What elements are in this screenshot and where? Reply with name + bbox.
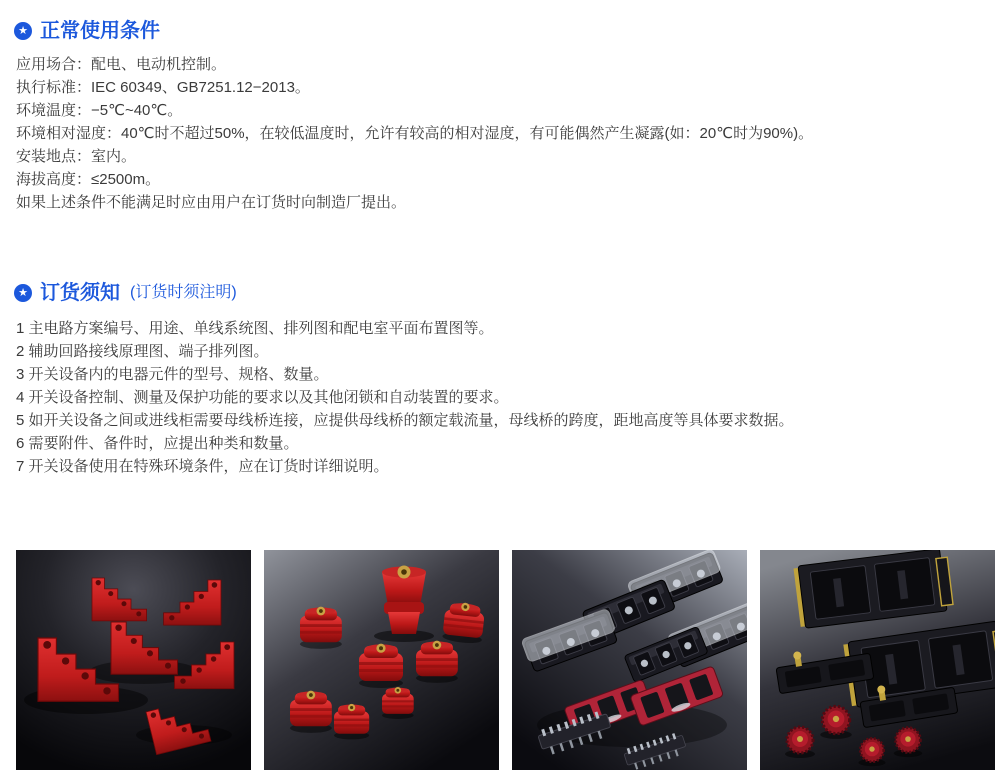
order-item: 7 开关设备使用在特殊环境条件，应在订货时详细说明。 bbox=[16, 458, 389, 475]
usage-line: 执行标准：IEC 60349、GB7251.12−2013。 bbox=[16, 79, 310, 96]
usage-line: 如果上述条件不能满足时应由用户在订货时向制造厂提出。 bbox=[16, 194, 407, 211]
section-title-text: 订货须知 bbox=[40, 282, 120, 304]
usage-line: 海拔高度：≤2500m。 bbox=[16, 171, 161, 188]
usage-line: 应用场合：配电、电动机控制。 bbox=[16, 56, 227, 73]
section-title-text: 正常使用条件 bbox=[40, 20, 160, 42]
usage-conditions-text bbox=[14, 53, 990, 214]
usage-line: 安装地点：室内。 bbox=[16, 148, 137, 165]
photo-busbar-frames-knurled-insulators bbox=[760, 550, 995, 770]
photo-red-stepped-busbar-supports bbox=[16, 550, 251, 770]
star-badge-icon: ★ bbox=[14, 284, 32, 302]
order-item: 4 开关设备控制、测量及保护功能的要求以及其他闭锁和自动装置的要求。 bbox=[16, 389, 509, 406]
order-item: 2 辅助回路接线原理图、端子排列图。 bbox=[16, 343, 269, 360]
usage-line: 环境相对湿度：40℃时不超过50%，在较低温度时，允许有较高的相对湿度，有可能偶然产生凝露(如：20℃时为90%)。 bbox=[16, 125, 814, 142]
photo-terminal-blocks bbox=[512, 550, 747, 770]
order-item: 5 如开关设备之间或进线柜需要母线桥连接，应提供母线桥的额定载流量，母线桥的跨度，距地高度等具体要求数据。 bbox=[16, 412, 794, 429]
section-subtitle-text: (订货时须注明) bbox=[130, 284, 237, 301]
order-item: 3 开关设备内的电器元件的型号、规格、数量。 bbox=[16, 366, 329, 383]
section-title-order bbox=[14, 281, 990, 305]
order-item: 1 主电路方案编号、用途、单线系统图、排列图和配电室平面布置图等。 bbox=[16, 320, 494, 337]
ordering-notes-list bbox=[14, 317, 990, 478]
section-ordering-notes bbox=[0, 281, 1000, 478]
photo-red-barrel-insulators bbox=[264, 550, 499, 770]
usage-line: 环境温度：−5℃~40℃。 bbox=[16, 102, 183, 119]
section-title-usage bbox=[14, 19, 990, 43]
section-usage-conditions bbox=[0, 0, 1000, 214]
product-photo-gallery bbox=[16, 550, 995, 770]
star-badge-icon: ★ bbox=[14, 22, 32, 40]
order-item: 6 需要附件、备件时，应提出种类和数量。 bbox=[16, 435, 299, 452]
